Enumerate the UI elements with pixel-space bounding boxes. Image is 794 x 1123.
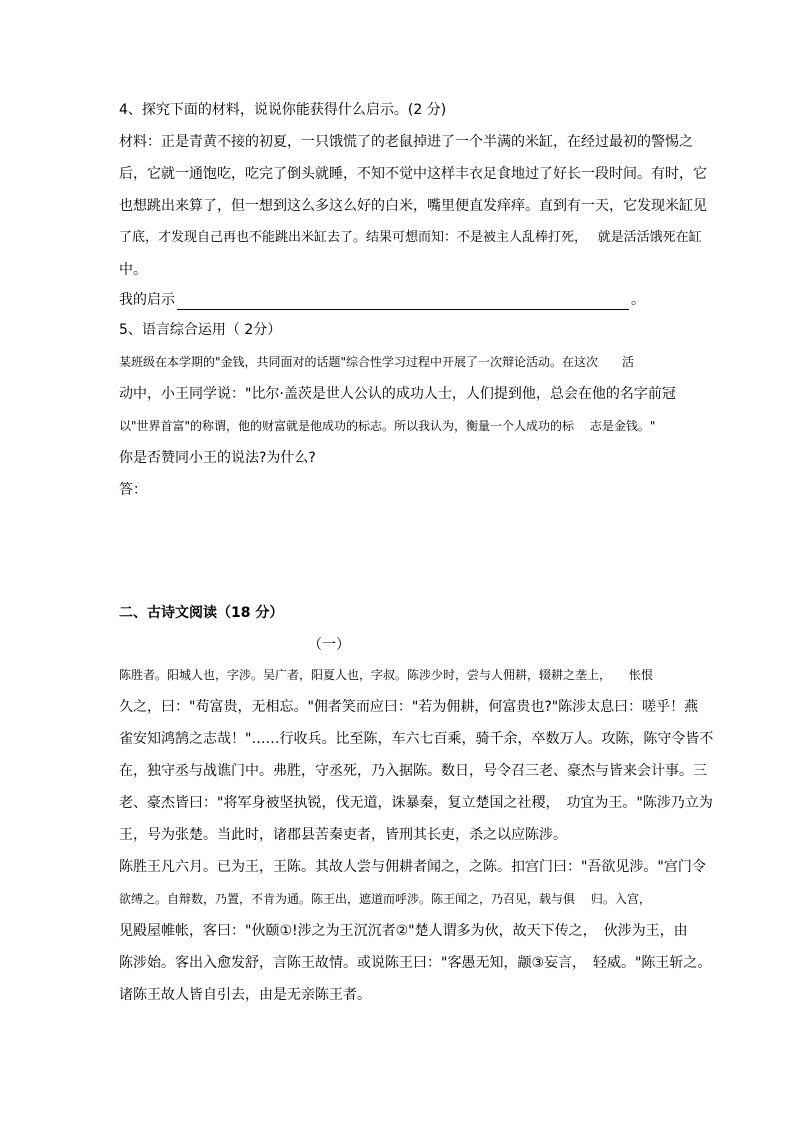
classical-text-line: 老、豪杰皆曰："将军身被坚执锐，伐无道，诛暴秦，复立楚国之社稷， 功宜为王。"陈涉乃立为: [119, 795, 713, 811]
section2-heading: 二、古诗文阅读（18 分）: [119, 605, 284, 621]
q4-answer-end: 。: [631, 292, 645, 308]
classical-text-line: 在，独守丞与战谯门中。弗胜，守丞死，乃入据陈。数日，号令召三老、豪杰与皆来会计事。三: [119, 763, 707, 779]
q5-title: 5、语言综合运用（ 2分）: [119, 322, 282, 338]
classical-text-line: 久之，曰："苟富贵，无相忘。"佣者笑而应曰："若为佣耕，何富贵也?"陈涉太息曰：嗟乎！燕: [119, 699, 699, 715]
q4-answer-blank[interactable]: [177, 293, 629, 310]
q5-answer-label: 答：: [119, 482, 147, 498]
q4-material-line: 也想跳出来算了，但一想到这么多这么好的白米，嘴里便直发痒痒。直到有一天，它发现米缸见: [119, 198, 707, 214]
classical-text-line: 陈胜者。阳城人也，字涉。吴广者，阳夏人也，字叔。陈涉少时，尝与人佣耕，辍耕之垄上， 怅恨: [119, 668, 654, 682]
q5-line: 以"世界首富"的称谓，他的财富就是他成功的标志。所以我认为，衡量一个人成功的标 志是金钱。": [119, 419, 656, 433]
q4-answer-row: [119, 290, 645, 310]
section2-part-label: （一）: [308, 637, 350, 653]
q4-answer-label: 我的启示: [119, 292, 175, 308]
q5-line: 动中，小王同学说："比尔·盖茨是世人公认的成功人士，人们提到他，总会在他的名字前冠: [119, 386, 676, 402]
q5-line: 某班级在本学期的"金钱，共同面对的话题"综合性学习过程中开展了一次辩论活动。在这次 活: [119, 355, 635, 369]
classical-text-line: 雀安知鸿鹄之志哉！"……行收兵。比至陈，车六七百乘，骑千余，卒数万人。攻陈，陈守令皆不: [119, 731, 714, 747]
classical-text-line: 见殿屋帷帐，客曰："伙颐①!涉之为王沉沉者②"楚人谓多为伙，故天下传之， 伙涉为王，由: [119, 923, 688, 939]
classical-text-line: 诸陈王故人皆自引去，由是无亲陈王者。: [119, 987, 371, 1003]
q4-title: 4、探究下面的材料，说说你能获得什么启示。(2 分): [119, 102, 447, 118]
q5-line: 你是否赞同小王的说法?为什么?: [119, 450, 316, 466]
q4-material-line: 后，它就一通饱吃，吃完了倒头就睡，不知不觉中这样丰衣足食地过了好长一段时间。有时，它: [119, 166, 707, 182]
classical-text-line: 王，号为张楚。当此时，诸郡县苦秦吏者，皆刑其长吏，杀之以应陈涉。: [119, 827, 567, 843]
classical-text-line: 陈涉始。客出入愈发舒，言陈王故情。或说陈王曰："客愚无知，颛③妄言， 轻威。"陈王斩之。: [119, 955, 712, 971]
classical-text-line: 陈胜王凡六月。已为王，王陈。其故人尝与佣耕者闻之，之陈。扣宫门曰："吾欲见涉。"宫门令: [119, 859, 706, 875]
classical-text-line: 欲缚之。自辩数，乃置，不肯为通。陈王出，遮道而呼涉。陈王闻之，乃召见，载与俱 归。入宫，: [119, 892, 651, 906]
q4-material-line: 了底，才发现自己再也不能跳出米缸去了。结果可想而知：不是被主人乱棒打死， 就是活活饿死在缸: [119, 230, 702, 245]
q4-material-line: 中。: [119, 262, 147, 278]
q4-material-line: 材料：正是青黄不接的初夏，一只饿慌了的老鼠掉进了一个半满的米缸，在经过最初的警惕之: [119, 134, 693, 150]
